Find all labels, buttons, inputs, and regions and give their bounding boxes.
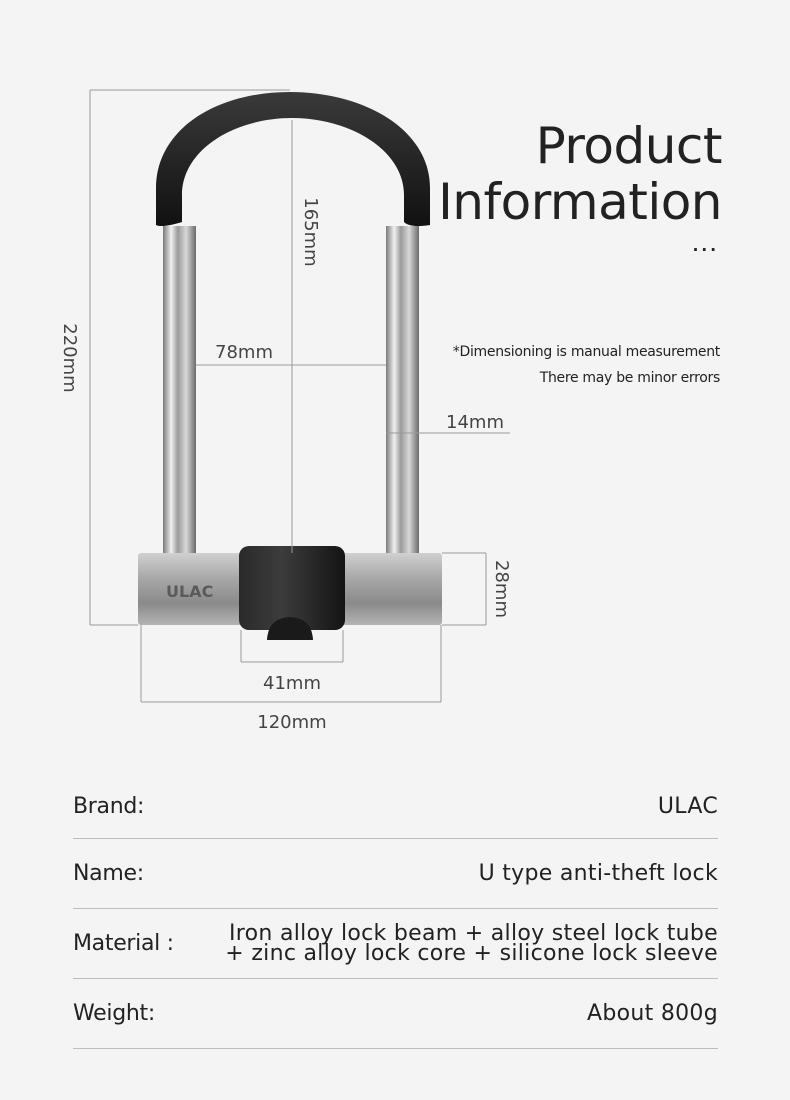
spec-table [73,775,718,1049]
dim-body-height: 28mm [491,560,512,618]
dim-inner-width: 78mm [215,342,273,363]
error-note: There may be minor errors [539,370,720,386]
title-ellipsis: ... [691,226,718,257]
dim-total-width: 120mm [257,712,327,733]
shackle-left-bar [163,226,196,566]
dim-shackle-diameter: 14mm [446,412,504,433]
page-title-line2: Information [438,173,722,231]
spec-value [225,920,718,966]
lock-logo: ULAC [166,582,214,601]
shackle-cover [156,92,430,226]
spec-label: Weight: [73,1001,155,1026]
spec-value: ULAC [657,794,718,819]
spec-row-name [73,839,718,909]
dim-total-height: 220mm [59,323,80,393]
spec-row-weight [73,979,718,1049]
spec-value: About 800g [587,1001,718,1026]
spec-value-line2: + zinc alloy lock core + silicone lock sleeve [225,940,718,966]
spec-label: Brand: [73,794,145,819]
spec-row-brand [73,775,718,839]
spec-value: U type anti-theft lock [478,861,718,886]
dim-sleeve-width: 41mm [263,673,321,694]
spec-label: Material : [73,931,174,956]
spec-row-material [73,909,718,979]
page-title-line1: Product [535,117,722,175]
shackle-right-bar [386,226,419,566]
spec-label: Name: [73,861,144,886]
measurement-note: *Dimensioning is manual measurement [452,344,720,360]
spec-value-line1: Iron alloy lock beam + alloy steel lock tube [229,920,718,946]
dim-inner-height: 165mm [300,197,321,267]
